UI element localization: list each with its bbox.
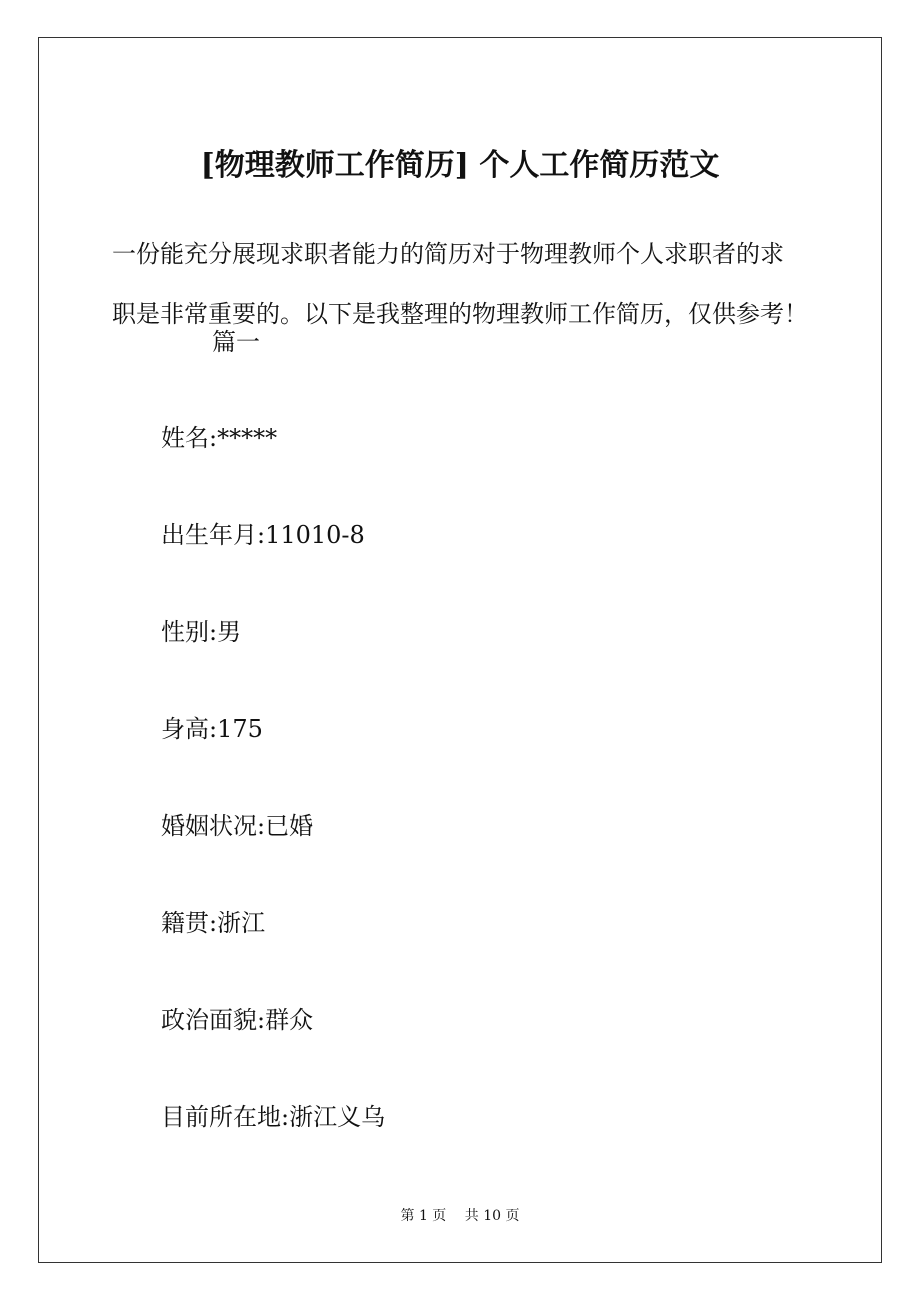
resume-fields <box>161 414 841 1190</box>
document-title: [物理教师工作简历] 个人工作简历范文 <box>200 148 720 183</box>
field-name: 姓名:***** <box>161 424 278 452</box>
intro-line-2: 职是非常重要的。以下是我整理的物理教师工作简历，仅供参考！ <box>112 300 808 328</box>
intro-line-1: 一份能充分展现求职者能力的简历对于物理教师个人求职者的求 <box>112 240 784 268</box>
field-gender: 性别:男 <box>161 618 242 646</box>
page-number-current: 第 1 页 <box>400 1208 447 1224</box>
field-native-place: 籍贯:浙江 <box>161 909 266 937</box>
page-number-total: 共 10 页 <box>464 1208 520 1224</box>
section-heading: 篇一 <box>212 328 260 356</box>
page-footer <box>38 1204 882 1228</box>
field-political-status: 政治面貌:群众 <box>161 1006 314 1034</box>
field-marital-status: 婚姻状况:已婚 <box>161 812 314 840</box>
field-birth-date: 出生年月:11010-8 <box>161 521 365 549</box>
field-height: 身高:175 <box>161 715 263 743</box>
field-current-location: 目前所在地:浙江义乌 <box>161 1103 386 1131</box>
